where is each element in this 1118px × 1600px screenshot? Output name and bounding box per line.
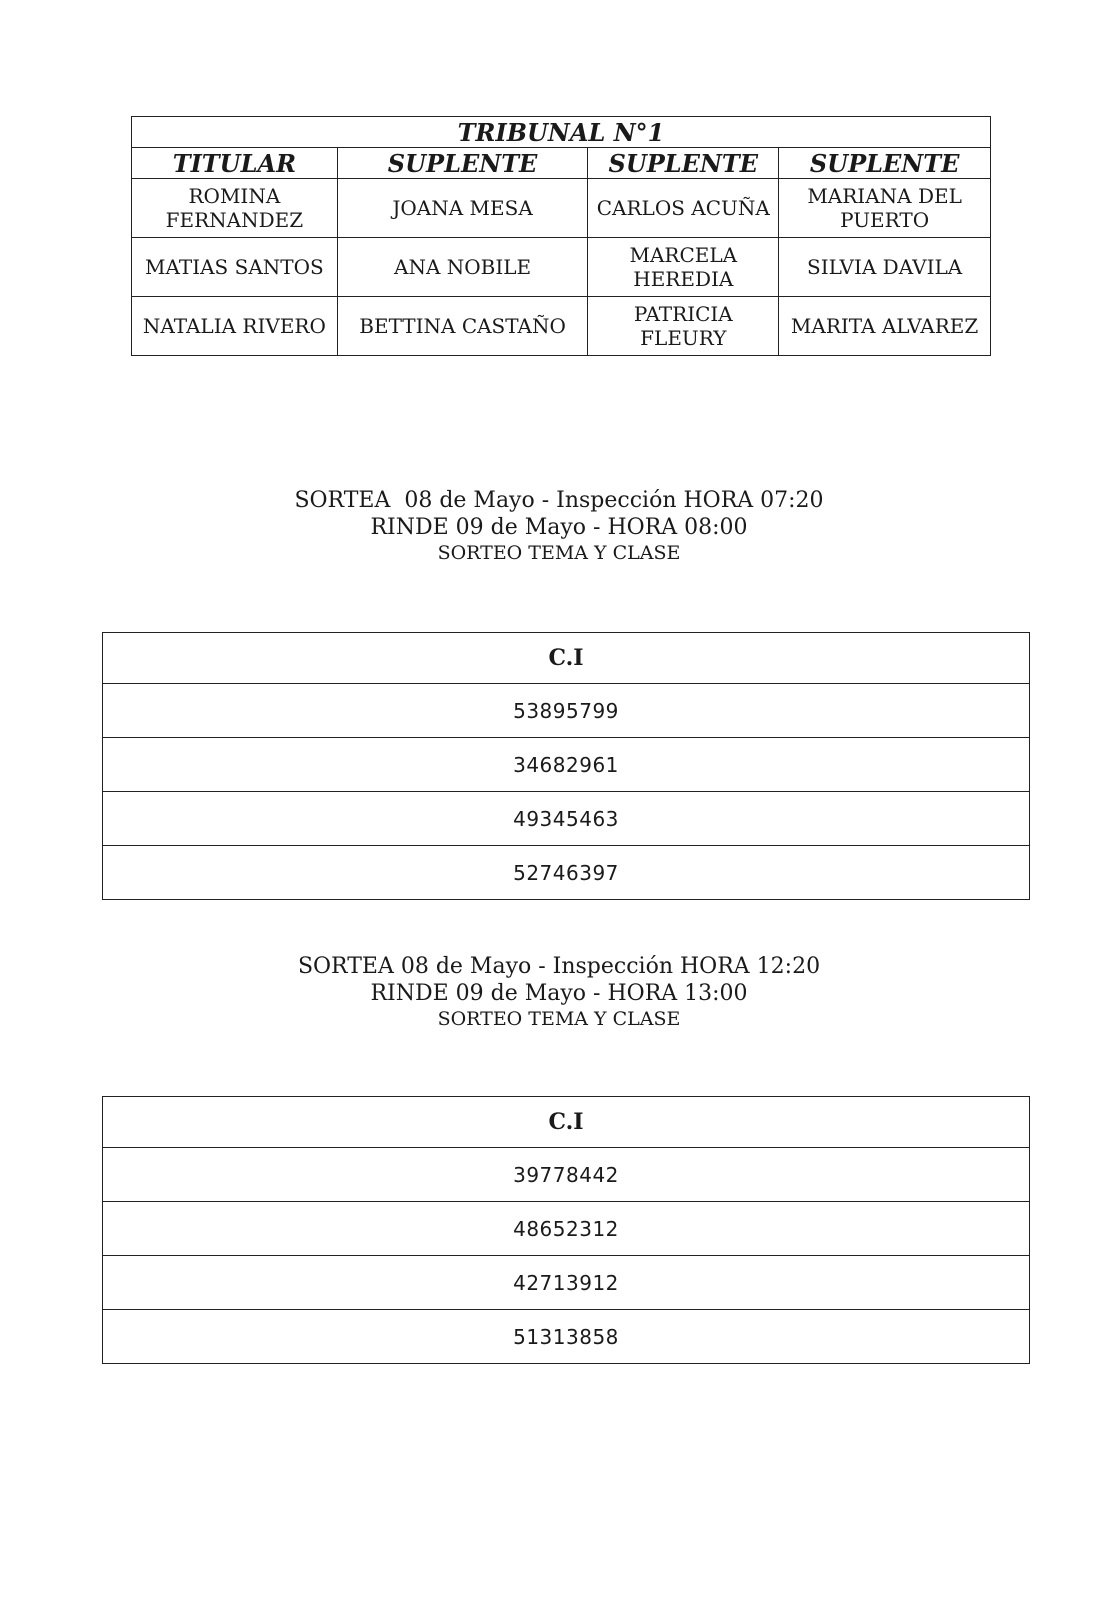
header-suplente-3: SUPLENTE — [779, 148, 991, 179]
ci-cell: 39778442 — [103, 1148, 1030, 1202]
table-row — [103, 792, 1030, 846]
suplente-cell: MARITA ALVAREZ — [779, 297, 991, 356]
ci-header: C.I — [103, 1097, 1030, 1148]
ci-cell: 53895799 — [103, 684, 1030, 738]
session-2-schedule — [0, 953, 1118, 1031]
tribunal-title: TRIBUNAL N°1 — [132, 117, 991, 148]
session-2-ci-table — [102, 1096, 1030, 1364]
titular-cell: ROMINA FERNANDEZ — [132, 179, 338, 238]
ci-header: C.I — [103, 633, 1030, 684]
table-row — [103, 1256, 1030, 1310]
session-1-rinde: RINDE 09 de Mayo - HORA 08:00 — [370, 515, 748, 540]
ci-cell: 42713912 — [103, 1256, 1030, 1310]
table-row — [103, 1202, 1030, 1256]
tribunal-table — [131, 116, 991, 356]
table-row — [103, 1148, 1030, 1202]
session-2-rinde: RINDE 09 de Mayo - HORA 13:00 — [370, 981, 748, 1006]
session-1-sorteo: SORTEO TEMA Y CLASE — [437, 542, 681, 564]
suplente-cell: ANA NOBILE — [337, 238, 588, 297]
table-row — [103, 738, 1030, 792]
table-row — [103, 1310, 1030, 1364]
suplente-cell: CARLOS ACUÑA — [588, 179, 779, 238]
titular-cell: NATALIA RIVERO — [132, 297, 338, 356]
suplente-cell: SILVIA DAVILA — [779, 238, 991, 297]
suplente-cell: JOANA MESA — [337, 179, 588, 238]
header-suplente-2: SUPLENTE — [588, 148, 779, 179]
table-row — [103, 846, 1030, 900]
suplente-cell: MARCELA HEREDIA — [588, 238, 779, 297]
ci-cell: 48652312 — [103, 1202, 1030, 1256]
table-row — [132, 297, 991, 356]
session-2-sortea: SORTEA 08 de Mayo - Inspección HORA 12:20 — [297, 954, 821, 979]
suplente-cell: BETTINA CASTAÑO — [337, 297, 588, 356]
session-1-sortea: SORTEA 08 de Mayo - Inspección HORA 07:20 — [294, 488, 824, 513]
ci-cell: 51313858 — [103, 1310, 1030, 1364]
ci-cell: 34682961 — [103, 738, 1030, 792]
header-suplente-1: SUPLENTE — [337, 148, 588, 179]
session-2-sorteo: SORTEO TEMA Y CLASE — [437, 1008, 681, 1030]
ci-cell: 49345463 — [103, 792, 1030, 846]
table-row — [132, 179, 991, 238]
titular-cell: MATIAS SANTOS — [132, 238, 338, 297]
suplente-cell: MARIANA DEL PUERTO — [779, 179, 991, 238]
header-titular: TITULAR — [132, 148, 338, 179]
table-row — [103, 684, 1030, 738]
ci-cell: 52746397 — [103, 846, 1030, 900]
suplente-cell: PATRICIA FLEURY — [588, 297, 779, 356]
table-row — [132, 238, 991, 297]
session-1-ci-table — [102, 632, 1030, 900]
session-1-schedule — [0, 487, 1118, 565]
